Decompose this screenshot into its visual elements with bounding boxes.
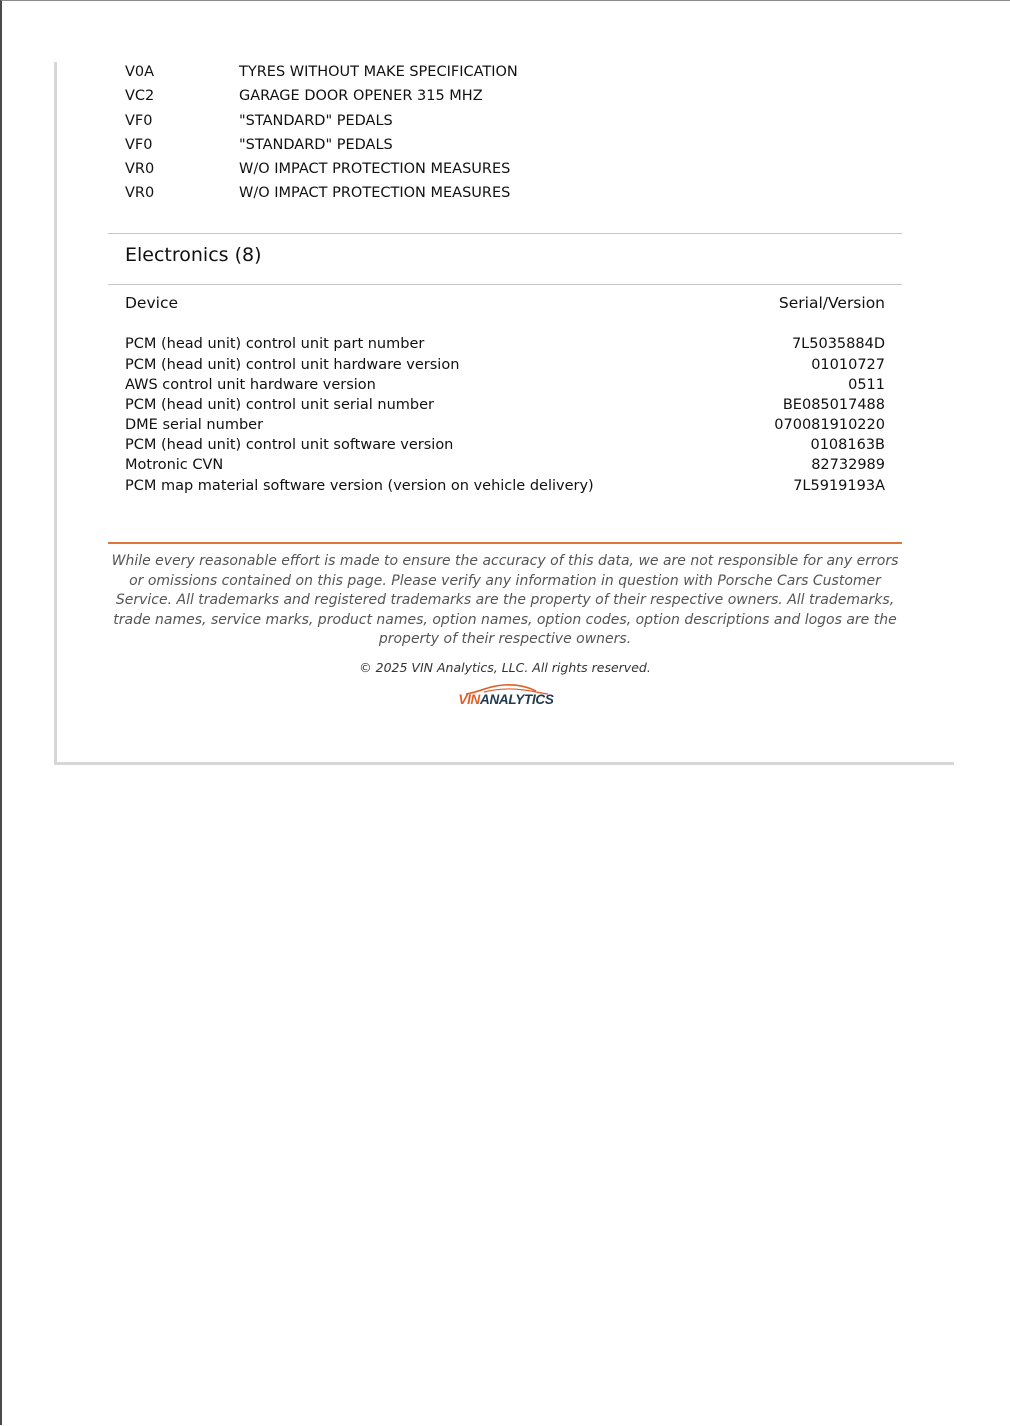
- option-description: "STANDARD" PEDALS: [239, 137, 393, 153]
- option-description: "STANDARD" PEDALS: [239, 113, 393, 129]
- table-row: [125, 355, 885, 375]
- option-code: VR0: [125, 161, 155, 177]
- section-divider: [108, 284, 902, 285]
- section-title-electronics: Electronics (8): [125, 244, 262, 266]
- option-description: W/O IMPACT PROTECTION MEASURES: [239, 161, 511, 177]
- disclaimer-text: While every reasonable effort is made to ensure the accuracy of this data, we are not responsible for any errors or omissions contained on this page. Please verify any information in question with Porsche Cars Customer Service. All trademarks and registered trademarks are the property of their respective owners. All trademarks, trade names, service marks, product names, option names, option codes, option descriptions and logos are the property of their respective owners.: [111, 553, 899, 647]
- section-divider: [108, 233, 902, 234]
- option-description: GARAGE DOOR OPENER 315 MHZ: [239, 88, 483, 104]
- option-code: VF0: [125, 113, 153, 129]
- logo-analytics: ANALYTICS: [480, 692, 554, 707]
- device-name: PCM (head unit) control unit software version: [125, 437, 454, 453]
- copyright-notice: © 2025 VIN Analytics, LLC. All rights reserved.: [359, 660, 651, 675]
- option-description: W/O IMPACT PROTECTION MEASURES: [239, 185, 511, 201]
- table-row: [125, 334, 885, 354]
- serial-value: 01010727: [811, 357, 885, 373]
- table-row: [125, 395, 885, 415]
- serial-value: 7L5919193A: [793, 478, 885, 494]
- table-row: [125, 415, 885, 435]
- serial-value: 7L5035884D: [791, 336, 885, 352]
- option-code: VF0: [125, 137, 153, 153]
- device-name: AWS control unit hardware version: [125, 377, 376, 393]
- device-name: PCM (head unit) control unit hardware version: [125, 357, 460, 373]
- option-description: TYRES WITHOUT MAKE SPECIFICATION: [239, 64, 518, 80]
- serial-value: 070081910220: [774, 417, 885, 433]
- footer-divider: [108, 542, 902, 544]
- table-row: [125, 375, 885, 395]
- device-name: Motronic CVN: [125, 457, 224, 473]
- device-name: DME serial number: [125, 417, 264, 433]
- logo-wordmark: [454, 692, 558, 708]
- column-header-device: Device: [125, 294, 179, 312]
- table-row: [125, 435, 885, 455]
- vinanalytics-logo: [454, 681, 558, 713]
- serial-value: 0511: [848, 377, 885, 393]
- option-code: VC2: [125, 88, 155, 104]
- serial-value: BE085017488: [782, 397, 885, 413]
- logo-vin: VIN: [458, 692, 481, 707]
- device-name: PCM (head unit) control unit part number: [125, 336, 425, 352]
- option-code: V0A: [125, 64, 155, 80]
- serial-value: 0108163B: [810, 437, 885, 453]
- table-row: [125, 476, 885, 496]
- serial-value: 82732989: [811, 457, 885, 473]
- table-row: [125, 455, 885, 475]
- device-name: PCM map material software version (version on vehicle delivery): [125, 478, 594, 494]
- option-code: VR0: [125, 185, 155, 201]
- device-name: PCM (head unit) control unit serial number: [125, 397, 434, 413]
- column-header-serial: Serial/Version: [778, 294, 885, 312]
